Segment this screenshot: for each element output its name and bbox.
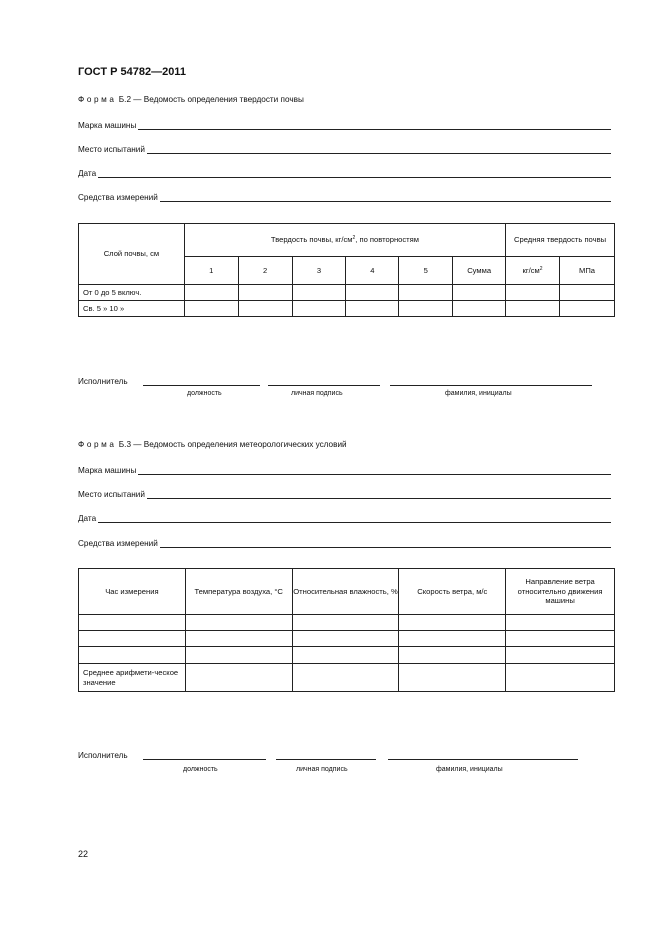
name-caption: фамилия, инициалы xyxy=(436,766,503,773)
position-caption: должность xyxy=(183,766,218,773)
table-cell[interactable] xyxy=(399,647,506,664)
superscript: 2 xyxy=(352,235,356,242)
hour-header: Час измерения xyxy=(79,569,186,615)
form-b3-form-word: Форма xyxy=(78,440,117,449)
table-cell[interactable] xyxy=(506,647,615,664)
field-label: Марка машины xyxy=(78,121,137,130)
row-label: От 0 до 5 включ. xyxy=(79,285,185,301)
table-cell[interactable] xyxy=(453,301,506,317)
form-b3-place-field[interactable] xyxy=(78,489,611,499)
table-cell[interactable] xyxy=(399,285,453,301)
table-row xyxy=(79,285,615,301)
field-label: Место испытаний xyxy=(78,490,145,499)
wind-speed-header: Скорость ветра, м/с xyxy=(399,569,506,615)
form-b2-executor-label: Исполнитель xyxy=(78,377,128,386)
table-cell[interactable] xyxy=(238,301,292,317)
hardness-header xyxy=(184,224,505,257)
field-label: Дата xyxy=(78,169,97,178)
row-label: Св. 5 » 10 » xyxy=(79,301,185,317)
table-cell[interactable] xyxy=(184,301,238,317)
superscript: 2 xyxy=(539,265,543,272)
form-b3-instruments-field[interactable] xyxy=(78,538,611,548)
table-cell[interactable] xyxy=(185,664,292,692)
table-cell[interactable] xyxy=(292,664,399,692)
table-cell[interactable] xyxy=(399,615,506,631)
table-cell[interactable] xyxy=(506,285,560,301)
form-b3-machine-field[interactable] xyxy=(78,465,611,475)
table-row xyxy=(79,664,615,692)
unit-kg-header xyxy=(506,257,560,285)
form-b2-place-field[interactable] xyxy=(78,144,611,154)
table-cell[interactable] xyxy=(79,647,186,664)
repeat-4-header: 4 xyxy=(346,257,399,285)
table-row xyxy=(79,301,615,317)
form-b2-date-field[interactable] xyxy=(78,168,611,178)
fill-line[interactable] xyxy=(147,489,611,499)
fill-line[interactable] xyxy=(98,168,611,178)
table-cell[interactable] xyxy=(185,615,292,631)
form-b2-instruments-field[interactable] xyxy=(78,192,611,202)
field-label: Марка машины xyxy=(78,466,137,475)
table-cell[interactable] xyxy=(185,647,292,664)
humidity-header: Относительная влажность, % xyxy=(292,569,399,615)
signature-caption: личная подпись xyxy=(296,766,348,773)
table-row xyxy=(79,647,615,664)
name-caption: фамилия, инициалы xyxy=(445,390,512,397)
table-cell[interactable] xyxy=(79,631,186,647)
form-b3-title xyxy=(78,440,347,449)
table-cell[interactable] xyxy=(292,631,399,647)
position-line[interactable] xyxy=(143,759,266,760)
average-row-label: Среднее арифмети-ческое значение xyxy=(79,664,186,692)
table-cell[interactable] xyxy=(506,615,615,631)
unit-kg-text: кг/см xyxy=(522,265,540,275)
field-label: Средства измерений xyxy=(78,539,158,548)
field-label: Место испытаний xyxy=(78,145,145,154)
soil-hardness-table xyxy=(78,223,615,317)
table-cell[interactable] xyxy=(292,285,346,301)
field-label: Средства измерений xyxy=(78,193,158,202)
fill-line[interactable] xyxy=(138,465,611,475)
unit-mpa-header: МПа xyxy=(560,257,615,285)
table-cell[interactable] xyxy=(560,285,615,301)
document-header: ГОСТ Р 54782—2011 xyxy=(78,66,186,78)
table-cell[interactable] xyxy=(506,631,615,647)
table-cell[interactable] xyxy=(560,301,615,317)
page-number: 22 xyxy=(78,849,89,859)
form-b3-executor-label: Исполнитель xyxy=(78,751,128,760)
table-cell[interactable] xyxy=(399,664,506,692)
signature-line[interactable] xyxy=(276,759,376,760)
temperature-header: Температура воздуха, °С xyxy=(185,569,292,615)
table-cell[interactable] xyxy=(79,615,186,631)
fill-line[interactable] xyxy=(147,144,611,154)
table-row xyxy=(79,631,615,647)
table-cell[interactable] xyxy=(238,285,292,301)
table-cell[interactable] xyxy=(399,301,453,317)
table-cell[interactable] xyxy=(292,647,399,664)
table-cell[interactable] xyxy=(184,285,238,301)
repeat-2-header: 2 xyxy=(238,257,292,285)
hardness-header-tail: , по повторностям xyxy=(355,235,419,245)
meteo-conditions-table xyxy=(78,568,615,692)
table-cell[interactable] xyxy=(399,631,506,647)
wind-direction-header: Направление ветра относительно движения машины xyxy=(506,569,615,615)
form-b3-title-text: Б.3 — Ведомость определения метеорологических условий xyxy=(116,440,347,449)
repeat-5-header: 5 xyxy=(399,257,453,285)
position-line[interactable] xyxy=(143,385,260,386)
fill-line[interactable] xyxy=(98,513,611,523)
form-b2-title-text: Б.2 — Ведомость определения твердости почвы xyxy=(116,95,304,104)
signature-line[interactable] xyxy=(268,385,380,386)
table-cell[interactable] xyxy=(346,285,399,301)
layer-header: Слой почвы, см xyxy=(79,224,185,285)
fill-line[interactable] xyxy=(160,538,611,548)
table-cell[interactable] xyxy=(346,301,399,317)
table-row xyxy=(79,615,615,631)
table-cell[interactable] xyxy=(453,285,506,301)
table-cell[interactable] xyxy=(292,301,346,317)
name-line[interactable] xyxy=(390,385,592,386)
hardness-header-text: Твердость почвы, кг/см xyxy=(270,235,353,245)
table-cell[interactable] xyxy=(506,301,560,317)
table-cell[interactable] xyxy=(292,615,399,631)
form-b2-form-word: Форма xyxy=(78,95,117,104)
form-b3-date-field[interactable] xyxy=(78,513,611,523)
fill-line[interactable] xyxy=(138,120,611,130)
field-label: Дата xyxy=(78,514,97,523)
table-cell[interactable] xyxy=(185,631,292,647)
repeat-3-header: 3 xyxy=(292,257,346,285)
form-b2-title xyxy=(78,95,304,104)
fill-line[interactable] xyxy=(160,192,611,202)
repeat-1-header: 1 xyxy=(184,257,238,285)
form-b2-machine-field[interactable] xyxy=(78,120,611,130)
name-line[interactable] xyxy=(388,759,578,760)
sum-header: Сумма xyxy=(453,257,506,285)
avg-hardness-header: Средняя твердость почвы xyxy=(506,224,615,257)
signature-caption: личная подпись xyxy=(291,390,343,397)
position-caption: должность xyxy=(187,390,222,397)
table-cell[interactable] xyxy=(506,664,615,692)
